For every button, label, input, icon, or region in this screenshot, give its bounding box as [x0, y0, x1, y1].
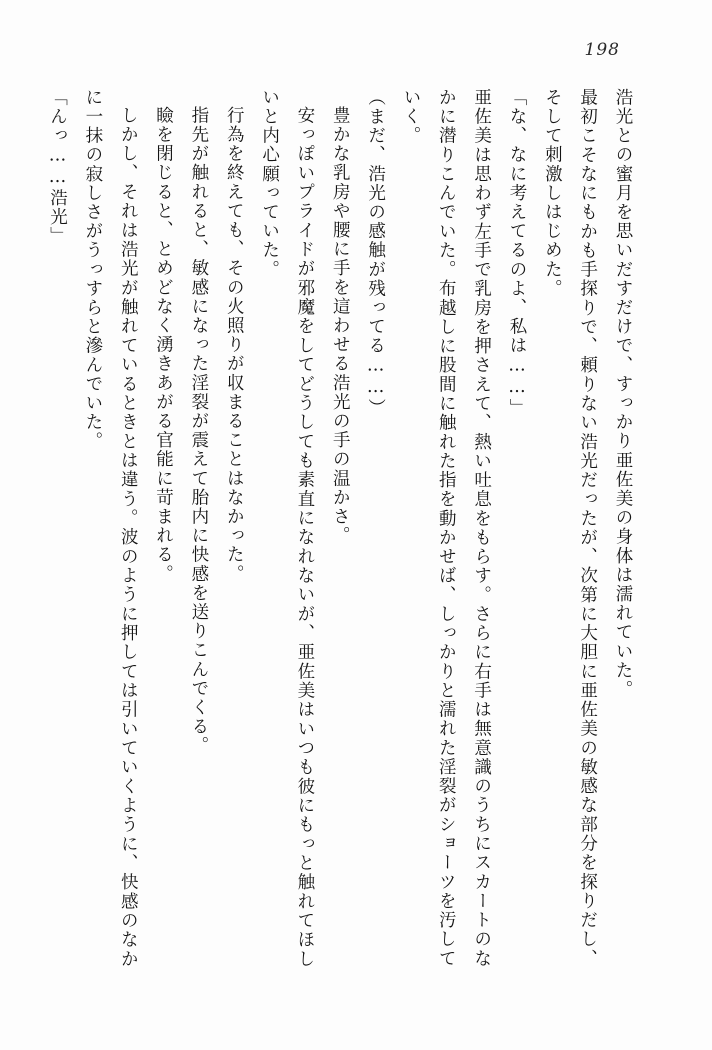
- paragraph: 指先が触れると、敏感になった淫裂が震えて胎内に快感を送りこんでくる。: [188, 105, 209, 755]
- paragraph: 浩光との蜜月を思いだすだけで、すっかり亜佐美の身体は濡れていた。: [613, 88, 633, 700]
- page-number: 198: [584, 40, 620, 60]
- paragraph: しかし、それは浩光が触れているときとは違う。波のように押しては引いていくように、快感のなかに一抹の寂しさがうっすらと滲んでいた。: [82, 88, 139, 968]
- paragraph: 「な、なに考えてるのよ、私は……」: [506, 88, 527, 418]
- paragraph: 最初こそなにもかも手探りで、頼りない浩光だったが、次第に大胆に亜佐美の敏感な部分を探りだし、そして刺激しはじめた。: [542, 88, 598, 968]
- paragraph: 瞼を閉じると、とめどなく湧きあがる官能に苛まれる。: [153, 105, 174, 583]
- paragraph: 豊かな乳房や腰に手を這わせる浩光の手の温かさ。: [330, 105, 351, 545]
- paragraph: 行為を終えても、その火照りが収まることはなかった。: [224, 105, 245, 583]
- paragraph: 亜佐美は思わず左手で乳房を押さえて、熱い吐息をもらす。さらに右手は無意識のうちにスカートのなかに潜りこんでいた。布越しに股間に触れた指を動かせば、しっかりと濡れた淫裂がショーツを汚していく。: [400, 88, 492, 968]
- paragraph: 「んっ……浩光」: [47, 88, 68, 246]
- body-text-vertical: [47, 88, 640, 968]
- paragraph: 安っぽいプライドが邪魔をしてどうしても素直になれないが、亜佐美はいつも彼にもっと触れてほしいと内心願っていた。: [259, 88, 315, 968]
- paragraph: （まだ、浩光の感触が残ってる……）: [365, 88, 386, 418]
